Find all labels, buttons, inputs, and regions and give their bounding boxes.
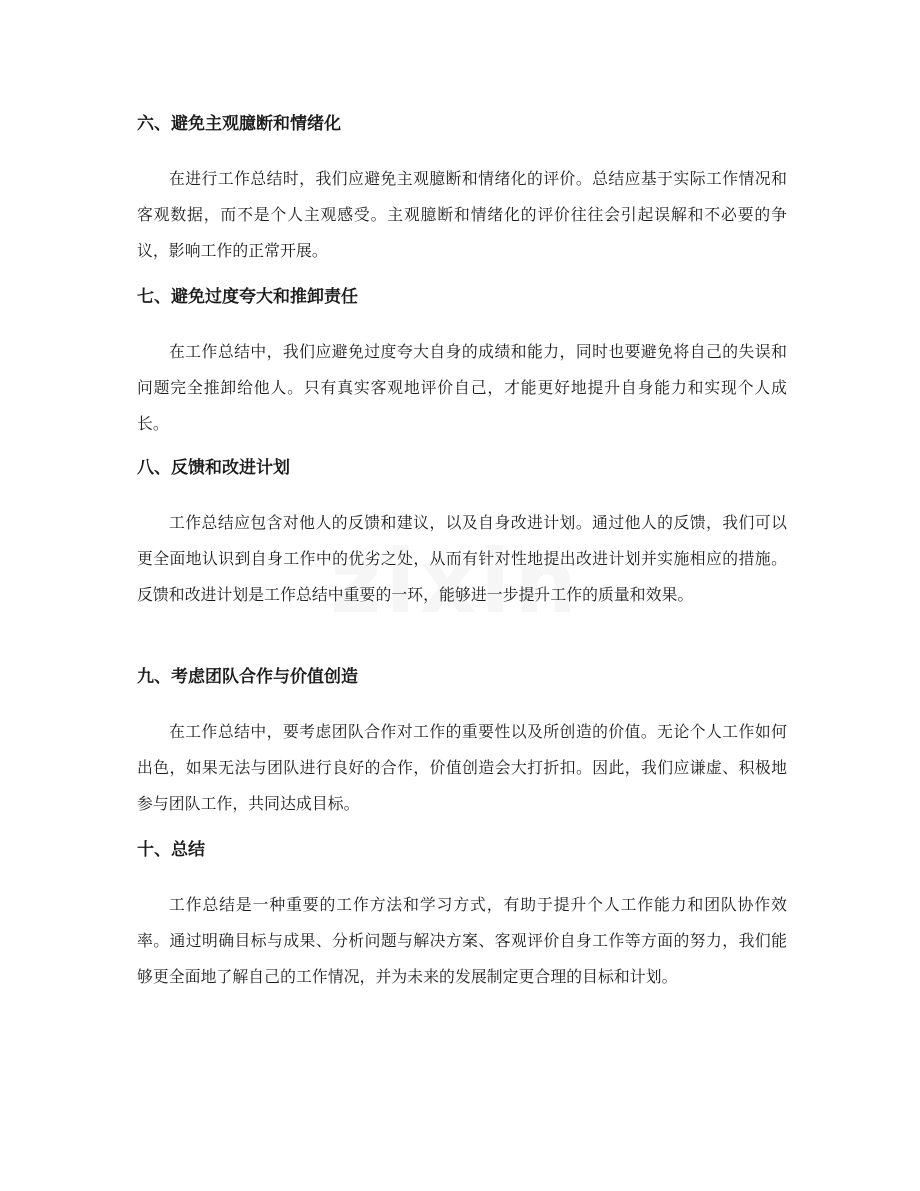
section-paragraph: 在工作总结中，我们应避免过度夸大自身的成绩和能力，同时也要避免将自己的失误和问题完全推卸给他人。只有真实客观地评价自己，才能更好地提升自身能力和实现个人成长。 [137,342,787,433]
section-heading: 九、考虑团队合作与价值创造 [137,667,358,687]
section-9 [137,665,787,822]
section-8 [137,456,787,613]
section-paragraph: 在进行工作总结时，我们应避免主观臆断和情绪化的评价。总结应基于实际工作情况和客观数据，而不是个人主观感受。主观臆断和情绪化的评价往往会引起误解和不必要的争议，影响工作的正常开展。 [137,169,787,260]
section-7 [137,285,787,442]
section-heading: 八、反馈和改进计划 [137,458,290,478]
section-paragraph: 工作总结应包含对他人的反馈和建议，以及自身改进计划。通过他人的反馈，我们可以更全面地认识到自身工作中的优劣之处，从而有针对性地提出改进计划并实施相应的措施。反馈和改进计划是工作总结中重要的一环，能够进一步提升工作的质量和效果。 [137,513,787,604]
section-paragraph: 工作总结是一种重要的工作方法和学习方式，有助于提升个人工作能力和团队协作效率。通过明确目标与成果、分析问题与解决方案、客观评价自身工作等方面的努力，我们能够更全面地了解自己的工作情况，并为未来的发展制定更合理的目标和计划。 [137,895,787,986]
section-heading: 六、避免主观臆断和情绪化 [137,114,341,134]
section-heading: 十、总结 [137,840,205,860]
section-10 [137,838,787,995]
section-paragraph: 在工作总结中，要考虑团队合作对工作的重要性以及所创造的价值。无论个人工作如何出色，如果无法与团队进行良好的合作，价值创造会大打折扣。因此，我们应谦虚、积极地参与团队工作，共同达成目标。 [137,722,787,813]
section-6 [137,112,787,269]
section-heading: 七、避免过度夸大和推卸责任 [137,287,358,307]
